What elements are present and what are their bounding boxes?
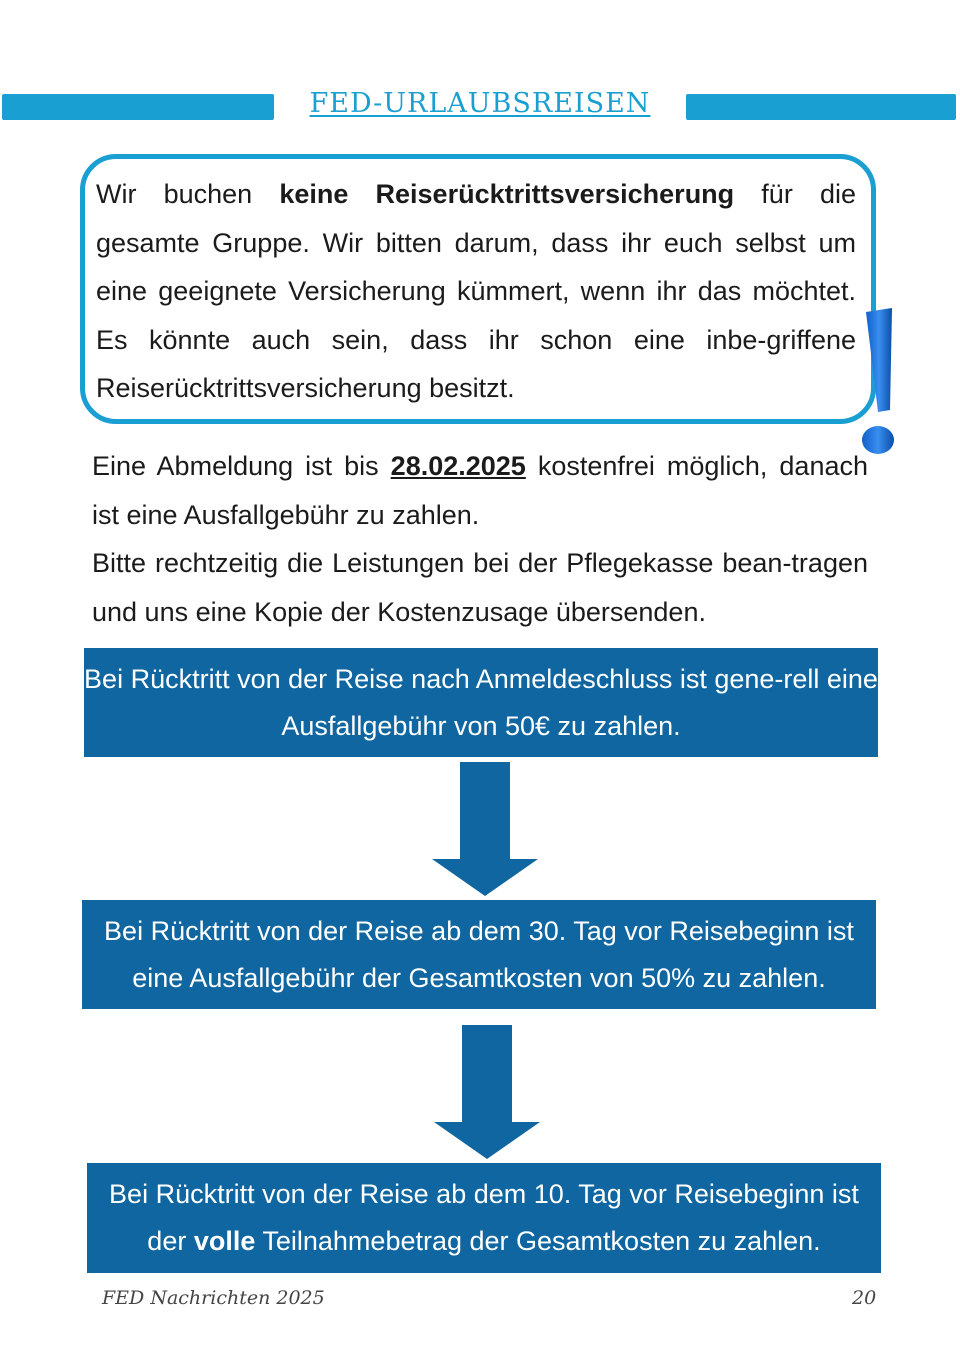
deadline-text-start: Eine Abmeldung ist bis — [92, 451, 391, 481]
exclamation-icon — [848, 300, 898, 460]
header-band-left — [2, 94, 274, 120]
callout-bold-text: keine Reiserücktrittsversicherung — [279, 179, 735, 209]
step3-bold-text: volle — [193, 1225, 256, 1256]
step-box-30-days: Bei Rücktritt von der Reise ab dem 30. Tag vor Reisebeginn ist eine Ausfallgebühr der Gesamtkosten von 50% zu zahlen. — [82, 900, 876, 1009]
footer-page-number: 20 — [852, 1287, 877, 1309]
insurance-callout-text — [96, 170, 856, 413]
callout-text-start: Wir buchen — [96, 179, 280, 209]
care-insurance-paragraph: Bitte rechtzeitig die Leistungen bei der Pflegekasse bean-tragen und uns eine Kopie der Kostenzusage übersenden. — [92, 548, 868, 627]
arrow-down-icon — [430, 762, 540, 896]
step3-text-start: Bei Rücktritt von der Reise ab dem 10. Tag vor Reisebeginn ist der — [109, 1179, 859, 1256]
header-band-right — [686, 94, 956, 120]
arrow-down-icon — [432, 1025, 542, 1159]
callout-text-end: für die gesamte Gruppe. Wir bitten darum, dass ihr euch selbst um eine geeignete Versicherung kümmert, wenn ihr das möchtet. Es könnte auch sein, dass ihr schon eine inbe-griffene Reiserücktrittsversicherung besitzt. — [96, 179, 856, 403]
page-title: FED-URLAUBSREISEN — [309, 88, 651, 119]
deadline-text-end: kostenfrei möglich, danach ist eine Ausfallgebühr zu zahlen. — [92, 451, 868, 530]
footer-publication: FED Nachrichten 2025 — [102, 1287, 325, 1309]
step-box-10-days — [87, 1163, 881, 1273]
step3-text-end: Teilnahmebetrag der Gesamtkosten zu zahlen. — [255, 1225, 821, 1256]
deadline-date: 28.02.2025 — [390, 451, 526, 481]
cancellation-deadline-paragraph — [92, 442, 868, 539]
step-box-after-deadline: Bei Rücktritt von der Reise nach Anmeldeschluss ist gene-rell eine Ausfallgebühr von 50€ zu zahlen. — [84, 648, 878, 757]
